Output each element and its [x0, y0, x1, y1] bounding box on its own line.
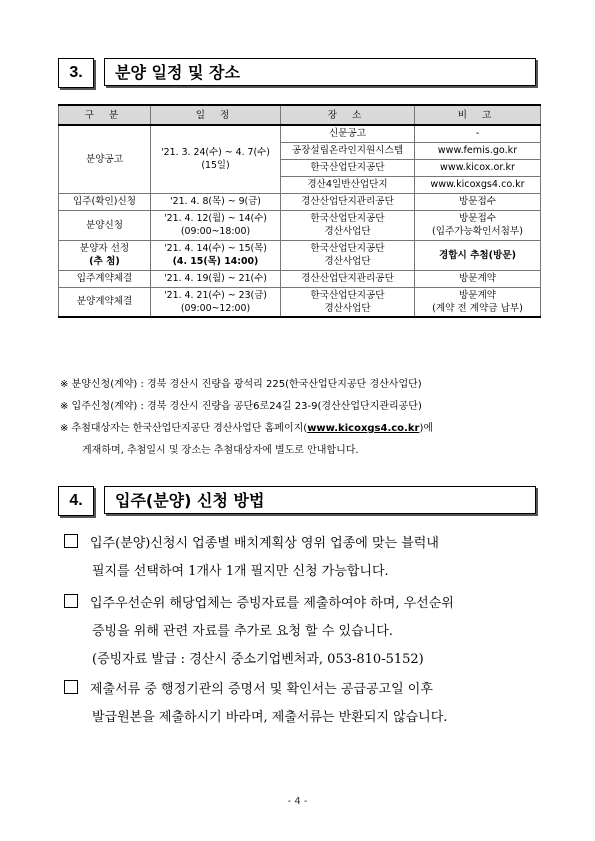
row-category: 분양신청 — [59, 210, 151, 240]
row-place: 경산4일반산업단지 — [281, 176, 415, 193]
table-row — [59, 240, 541, 270]
row-category: 분양공고 — [59, 125, 151, 193]
section-4-number: 4. — [58, 486, 94, 516]
row-place — [281, 210, 415, 240]
row-date — [151, 287, 281, 317]
date-text: '21. 4. 14(수) ~ 15(목) — [164, 243, 267, 254]
table-header-row — [59, 105, 541, 125]
header-place: 장 소 — [281, 105, 415, 125]
category-subtext: (추 첨) — [89, 256, 120, 267]
row-place: 공장설립온라인지원시스템 — [281, 142, 415, 159]
paragraph-line — [64, 590, 544, 618]
row-place: 경산산업단지관리공단 — [281, 193, 415, 210]
row-place — [281, 287, 415, 317]
row-note — [415, 210, 541, 240]
section-3-title: 분양 일정 및 장소 — [104, 58, 536, 86]
note-text: 방문접수 — [458, 213, 497, 224]
section-4-title: 입주(분양) 신청 방법 — [104, 486, 536, 514]
date-subtext: (15일) — [201, 160, 230, 172]
date-subtext: (09:00~18:00) — [180, 226, 251, 237]
paragraph-3 — [64, 676, 544, 732]
notes-block — [60, 374, 540, 462]
row-date: '21. 4. 19(월) ~ 21(수) — [151, 270, 281, 287]
paragraph-line — [64, 676, 544, 704]
checkbox-icon — [64, 534, 78, 548]
page-number: - 4 - — [287, 796, 308, 807]
row-category: 입주(확인)신청 — [59, 193, 151, 210]
paragraph-line: (증빙자료 발급 : 경산시 중소기업벤처과, 053-810-5152) — [92, 652, 424, 667]
row-category: 입주계약체결 — [59, 270, 151, 287]
row-place: 경산산업단지관리공단 — [281, 270, 415, 287]
date-text: '21. 3. 24(수) ~ 4. 7(수) — [161, 147, 270, 159]
paragraph-line: 필지를 선택하여 1개사 1개 필지만 신청 가능합니다. — [92, 564, 389, 579]
row-place — [281, 240, 415, 270]
note-line-3-continued: 게재하며, 추첨일시 및 장소는 추첨대상자에 별도로 안내합니다. — [82, 445, 359, 456]
row-date — [151, 210, 281, 240]
row-place: 한국산업단지공단 — [281, 159, 415, 176]
note-subtext: (입주가능확인서첨부) — [432, 226, 523, 237]
place-subtext: 경산사업단 — [324, 256, 371, 267]
paragraph-text: 제출서류 중 행정기관의 증명서 및 확인서는 공급공고일 이후 — [90, 682, 433, 697]
note-line-3-text: ※ 추첨대상자는 한국산업단지공단 경산사업단 홈페이지( — [60, 423, 308, 434]
place-text: 한국산업단지공단 — [310, 213, 385, 224]
checkbox-icon — [64, 594, 78, 608]
row-note: - — [415, 125, 541, 142]
paragraph-text: 입주우선순위 해당업체는 증빙자료를 제출하여야 하며, 우선순위 — [90, 596, 454, 611]
row-note — [415, 287, 541, 317]
paragraph-2 — [64, 590, 544, 674]
table-row — [59, 193, 541, 210]
row-category: 분양계약체결 — [59, 287, 151, 317]
row-note: www.kicox.or.kr — [415, 159, 541, 176]
row-note: www.kicoxgs4.co.kr — [415, 176, 541, 193]
paragraph-line: 증빙을 위해 관련 자료를 추가로 요청 할 수 있습니다. — [92, 624, 393, 639]
schedule-table — [58, 104, 541, 318]
place-text: 한국산업단지공단 — [310, 243, 385, 254]
place-subtext: 경산사업단 — [324, 226, 371, 237]
date-text: '21. 4. 21(수) ~ 23(금) — [164, 289, 267, 301]
checkbox-icon — [64, 680, 78, 694]
date-subtext: (09:00~12:00) — [180, 302, 251, 314]
date-text: '21. 4. 12(월) ~ 14(수) — [164, 213, 267, 224]
note-text: 방문계약 — [458, 289, 497, 301]
note-line-2: ※ 입주신청(계약) : 경북 경산시 진량읍 공단6로24길 23-9(경산산업단지관리공단) — [60, 401, 422, 412]
paragraph-line: 발급원본을 제출하시기 바라며, 제출서류는 반환되지 않습니다. — [92, 710, 448, 725]
row-note: 방문계약 — [415, 270, 541, 287]
header-category: 구 분 — [59, 105, 151, 125]
header-note: 비 고 — [415, 105, 541, 125]
section-3-number: 3. — [58, 58, 94, 88]
note-line-1: ※ 분양신청(계약) : 경북 경산시 진량읍 광석리 225(한국산업단지공단 경산사업단) — [60, 379, 422, 390]
row-date — [151, 240, 281, 270]
row-note: 경합시 추첨(방문) — [415, 240, 541, 270]
row-note: www.femis.go.kr — [415, 142, 541, 159]
note-subtext: (계약 전 계약금 납부) — [432, 302, 523, 314]
section-3-header — [58, 58, 538, 90]
category-text: 분양자 선정 — [79, 243, 130, 254]
row-place: 신문공고 — [281, 125, 415, 142]
section-4-header — [58, 486, 538, 518]
note-line-3-suffix: )에 — [419, 423, 433, 434]
place-subtext: 경산사업단 — [324, 302, 371, 314]
date-subtext: (4. 15(목) 14:00) — [172, 256, 259, 267]
note-line-3 — [60, 418, 540, 440]
homepage-link[interactable]: www.kicoxgs4.co.kr — [307, 423, 420, 434]
paragraph-text: 입주(분양)신청시 업종별 배치계획상 영위 업종에 맞는 블럭내 — [90, 536, 439, 551]
table-row — [59, 270, 541, 287]
row-date — [151, 125, 281, 193]
row-note: 방문접수 — [415, 193, 541, 210]
row-category — [59, 240, 151, 270]
table-row — [59, 287, 541, 317]
paragraph-1 — [64, 530, 544, 586]
paragraph-line — [64, 530, 544, 558]
header-date: 일 정 — [151, 105, 281, 125]
place-text: 한국산업단지공단 — [310, 289, 385, 301]
table-row — [59, 210, 541, 240]
table-row — [59, 125, 541, 142]
row-date: '21. 4. 8(목) ~ 9(금) — [151, 193, 281, 210]
